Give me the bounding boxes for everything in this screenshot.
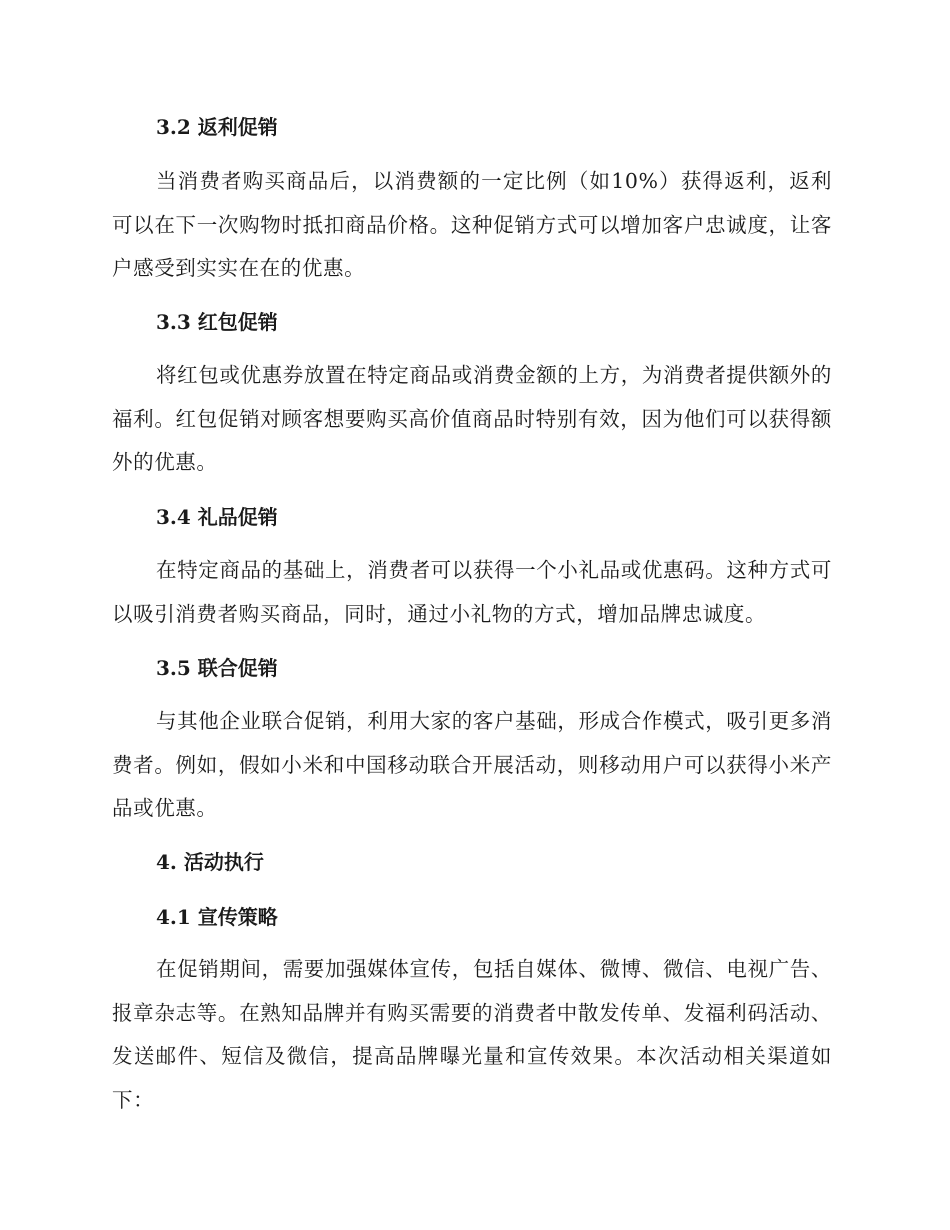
- section-heading-3-3: 3.3 红包促销: [156, 310, 278, 334]
- section-paragraph-3-4: 在特定商品的基础上，消费者可以获得一个小礼品或优惠码。这种方式可以吸引消费者购买商品，同时，通过小礼物的方式，增加品牌忠诚度。: [112, 558, 832, 626]
- section-heading-4-1: 4.1 宣传策略: [156, 905, 278, 929]
- section-heading-4: 4. 活动执行: [156, 850, 264, 874]
- section-paragraph-3-5: 与其他企业联合促销，利用大家的客户基础，形成合作模式，吸引更多消费者。例如，假如小米和中国移动联合开展活动，则移动用户可以获得小米产品或优惠。: [112, 709, 832, 820]
- section-paragraph-3-2: 当消费者购买商品后，以消费额的一定比例（如10%）获得返利，返利可以在下一次购物时抵扣商品价格。这种促销方式可以增加客户忠诚度，让客户感受到实实在在的优惠。: [112, 169, 832, 280]
- section-paragraph-4-1: 在促销期间，需要加强媒体宣传，包括自媒体、微博、微信、电视广告、报章杂志等。在熟知品牌并有购买需要的消费者中散发传单、发福利码活动、发送邮件、短信及微信，提高品牌曝光量和宣传效果。本次活动相关渠道如下：: [112, 957, 832, 1112]
- section-heading-3-2: 3.2 返利促销: [156, 115, 278, 139]
- section-heading-3-4: 3.4 礼品促销: [156, 505, 278, 529]
- section-heading-3-5: 3.5 联合促销: [156, 656, 278, 680]
- section-paragraph-3-3: 将红包或优惠券放置在特定商品或消费金额的上方，为消费者提供额外的福利。红包促销对顾客想要购买高价值商品时特别有效，因为他们可以获得额外的优惠。: [112, 363, 832, 474]
